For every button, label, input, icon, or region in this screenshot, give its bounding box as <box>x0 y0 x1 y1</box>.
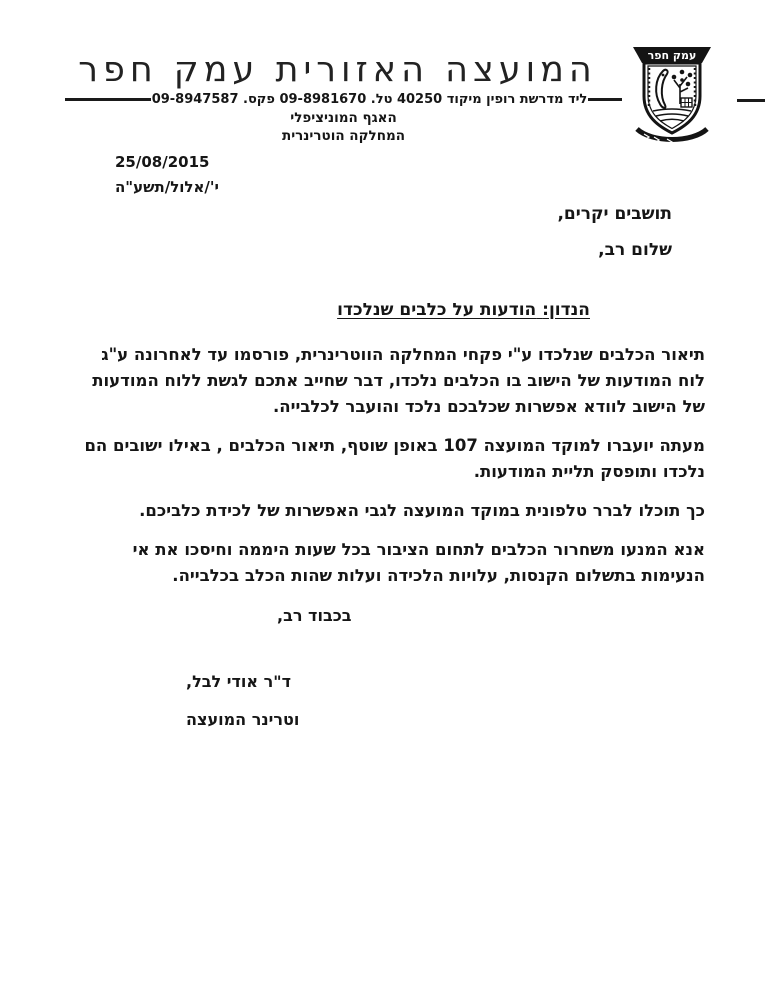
body-paragraph: אנא המנעו משחרור הכלבים לתחום הציבור בכל שעות היממה וחיסכו את אי הנעימות בתשלום הקנסות, עלויות הלכידה ועלות שהות הכלב בכלבייה. <box>132 540 705 585</box>
tree-fruit <box>686 82 691 87</box>
fish-eye <box>662 74 665 77</box>
subject-label: הנדון: <box>542 300 590 320</box>
department-name: המחלקה הוטרינרית <box>281 128 406 144</box>
tree-fruit <box>672 75 677 80</box>
date-hebrew: י'/אלול/תשע"ה <box>115 178 219 196</box>
closing-salutation: בכבוד רב, <box>277 606 352 625</box>
tree-fruit <box>680 70 685 75</box>
header-address-row <box>65 92 622 107</box>
emblem-banner-label: עמק חפר <box>647 49 697 62</box>
council-name-title: המועצה האזורית עמק חפר <box>78 50 597 90</box>
body-paragraph: תיאור הכלבים שנלכדו ע"י פקחי המחלקה הווטרינרית, פורסמו עד לאחרונה ע"ג לוח המודעות של הישוב בו הכלבים נלכדו, דבר שחייב אתכם לגשת ללוח המודעות של הישוב לוודא אפשרות שכלבכם נלכד והועבר לכלבייה. <box>92 345 705 416</box>
signature-title: וטרינר המועצה <box>186 710 300 729</box>
council-emblem <box>622 44 722 148</box>
header-rule-left <box>65 98 151 101</box>
signature-name: ד"ר אודי לבל, <box>186 672 291 691</box>
subject-line <box>337 300 590 320</box>
address-line: ליד מדרשת רופין מיקוד 40250 טל. 09-8981670 פקס. 09-8947587 <box>151 92 588 107</box>
date-gregorian: 25/08/2015 <box>115 153 210 171</box>
tree-fruit <box>680 78 684 82</box>
subject-text: הודעות על כלבים שנלכדו <box>337 300 537 320</box>
greeting-salutation: שלום רב, <box>598 240 672 260</box>
tree-fruit <box>688 73 693 78</box>
body-paragraph: מעתה יועברו למוקד המועצה 107 באופן שוטף, תיאור הכלבים , באילו ישובים הם נלכדו ותופסק תליית המודעות. <box>84 436 705 481</box>
header-rule-right <box>588 98 622 101</box>
division-name: האגף המוניציפלי <box>290 110 397 126</box>
letter-body <box>78 342 705 602</box>
body-paragraph: כך תוכלו לברר טלפונית במוקד המועצה לגבי האפשרות של לכידת כלביכם. <box>139 501 705 520</box>
greeting-addressee: תושבים יקרים, <box>557 204 672 224</box>
header-rule-far-right <box>737 99 765 102</box>
